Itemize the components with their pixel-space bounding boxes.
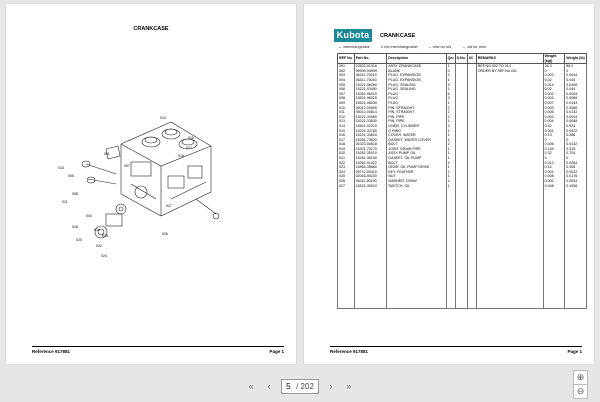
table-cell: ASSY PUMP OIL [387,151,446,156]
table-cell: 005 [338,83,355,88]
table-cell: 0.0066 [565,96,587,101]
table-cell: 1 [446,174,455,179]
table-cell: 3 [446,124,455,129]
table-cell [354,188,387,309]
table-cell: 0.704 [565,151,587,156]
table-cell: 006 [338,87,355,92]
table-cell: 012 [338,115,355,120]
page-footer [32,346,284,354]
table-cell: 15954-35660 [354,165,387,170]
table-cell: 0.006 [543,110,565,115]
legend-item: ≠ not interchangeable, [381,45,419,49]
table-cell: 011 [338,110,355,115]
table-cell [446,188,455,309]
table-cell: 06311-75040 [354,78,387,83]
table-cell: 022 [338,161,355,166]
column-header: REF No [338,54,355,64]
table-cell: 023 [338,165,355,170]
table-cell: 15221-33610 [354,133,387,138]
table-cell [387,188,446,309]
table-cell: 0.924 [565,124,587,129]
callout-label: 005 [68,174,74,178]
table-cell: 3 [446,96,455,101]
table-cell: 3 [446,73,455,78]
table-cell: 002 [338,69,355,74]
table-cell: 06311-75015 [354,73,387,78]
callout-label: 011 [62,200,68,204]
footer-page-number: Page 1 [567,349,582,354]
callout-label: 015 [188,136,194,140]
table-cell: 1 [446,184,455,189]
table-cell: 0.044 [565,78,587,83]
table-cell: 1 [446,179,455,184]
table-cell: 2 [446,115,455,120]
table-cell: 021 [338,156,355,161]
table-cell: 009 [338,101,355,106]
table-cell: 0 [565,138,587,143]
table-cell: COVER, WATER [387,133,446,138]
page-number-input[interactable] [286,382,296,391]
callout-label: 018 [72,225,78,229]
table-cell: 004 [338,78,355,83]
column-header: Q/u [446,54,455,64]
column-header: Weight (kgf) [543,54,565,64]
table-cell: 15221-33960 [354,115,387,120]
table-cell: ORDER BY REF.No.001 [476,69,543,74]
table-cell: 1 [446,156,455,161]
table-cell: 025 [338,174,355,179]
table-cell: 007 [338,92,355,97]
table-cell: 2 [446,142,455,147]
table-cell: BLANK [387,69,446,74]
table-body [338,64,587,309]
table-cell: GASKET, WATER COVER [387,138,446,143]
last-page-button[interactable]: » [346,381,352,391]
table-cell: GEAR, OIL PUMP DRIVE [387,165,446,170]
column-header: S.No. [455,54,467,64]
table-cell: 0.0132 [565,142,587,147]
crankcase-exploded-drawing [76,104,226,244]
table-cell: 0.012 [543,161,565,166]
table-cell: 99999-99999 [354,69,387,74]
table-cell: PLUG [387,92,446,97]
parts-table [337,53,587,309]
table-cell: 027 [338,184,355,189]
table-cell: PIN, STRAIGHT [387,106,446,111]
table-cell: 019 [338,147,355,152]
table-cell [476,188,543,309]
kubota-logo: Kubota [334,29,372,42]
table-cell: 0.0066 [565,106,587,111]
table-cell: 0.001 [543,129,565,134]
previous-page-button[interactable]: ‹ [267,381,271,391]
table-cell: 1 [446,64,455,69]
table-cell: 0.0044 [565,92,587,97]
first-page-button[interactable]: « [248,381,254,391]
callout-label: 013 [58,166,64,170]
callout-label: 004 [86,214,92,218]
table-cell: PLUG, SEALING [387,83,446,88]
table-cell: 3 [446,83,455,88]
legend-item: ↔ interchangeable , [338,45,372,49]
table-cell: 02016-50100 [354,174,387,179]
table-cell: 0.001 [543,170,565,175]
footer-reference: Reference 917881 [32,349,71,354]
callout-label: 020 [76,238,82,242]
column-header: Part No. [354,54,387,64]
table-filler-row [338,188,587,309]
callout-label: 026 [162,232,168,236]
table-cell: BOLT [387,142,446,147]
table-cell: PIN, PIPE [387,119,446,124]
table-cell [338,188,355,309]
callout-label: 014 [160,116,166,120]
table-cell: 0.02 [543,78,565,83]
table-cell: 1 [446,78,455,83]
table-cell [565,188,587,309]
table-cell: 58.2 [565,64,587,69]
table-cell: 05012-00814 [354,110,387,115]
table-cell: 2 [446,106,455,111]
table-cell: 0.0044 [565,73,587,78]
table-cell: 010 [338,106,355,111]
table-cell: 0.13 [543,133,565,138]
callout-label: 008 [72,192,78,196]
table-cell: 0.308 [565,165,587,170]
table-cell: PIN, PIPE [387,115,446,120]
table-cell: 0.002 [543,92,565,97]
table-cell: 0.0022 [565,170,587,175]
table-cell: KEY, FEATHER [387,170,446,175]
table-cell: 15261-73620 [354,138,387,143]
callout-label: 024 [101,254,107,258]
table-cell: 0.002 [543,115,565,120]
column-header: I/C [467,54,476,64]
table-cell: REF.NO.002 TO 014 [476,64,543,69]
zoom-out-icon[interactable]: ⊖ [573,384,588,399]
table-cell: 0.0154 [565,101,587,106]
table-cell: 1 [446,147,455,152]
table-cell: 0 [565,69,587,74]
right-page [304,4,594,364]
table-cell: 0.286 [565,133,587,138]
page-footer [330,346,582,354]
table-cell: 15521-96030 [354,101,387,106]
page-number-box [281,379,319,394]
table-cell: 1 [446,170,455,175]
table-header-row [338,54,587,64]
table-cell: 26.3 [543,64,565,69]
table-cell: 1 [446,101,455,106]
table-cell: LINER, CYLINDER [387,124,446,129]
table-cell: 15521-39010 [354,184,387,189]
table-cell: 013 [338,119,355,124]
table-cell: 015 [338,129,355,134]
table-cell: GASKET, OIL PUMP [387,156,446,161]
table-cell: O RING [387,129,446,134]
callout-label: 007 [124,164,130,168]
table-cell: 0.1056 [565,184,587,189]
table-cell: 024 [338,170,355,175]
interchange-legend [338,45,494,49]
table-cell: 15521-02310 [354,124,387,129]
table-cell: 0.0088 [565,119,587,124]
table-cell: 0.006 [543,142,565,147]
table-cell: 0.145 [543,147,565,152]
table-cell: WASHER, CRAW [387,179,446,184]
total-pages-label: / 202 [296,381,314,391]
pdf-viewer-toolbar [0,370,600,402]
table-cell: SWITCH, OIL [387,184,446,189]
callout-label: 022 [96,244,102,248]
table-cell: PLUG, EXPANSION [387,73,446,78]
table-cell: NUT [387,174,446,179]
table-cell: 1 [446,151,455,156]
table-cell: 05012-00605 [354,106,387,111]
table-cell: 15261-91022 [354,161,387,166]
table-cell: PLUG, SEALING [387,87,446,92]
table-cell: 0.0022 [565,129,587,134]
table-cell: 1 [446,87,455,92]
page-title: CRANKCASE [380,33,416,39]
table-cell: PLUG, EXPANSION [387,78,446,83]
table-cell [543,188,565,309]
table-cell: 003 [338,73,355,78]
table-cell: PIN, STRAIGHT [387,110,446,115]
table-cell: 0.0176 [565,174,587,179]
table-cell: 0.048 [543,184,565,189]
next-page-button[interactable]: › [329,381,333,391]
table-cell: 0.003 [543,96,565,101]
table-cell: 1 [446,133,455,138]
footer-reference: Reference 917881 [330,349,369,354]
table-cell: 0.008 [543,174,565,179]
table-cell: 0.0264 [565,161,587,166]
table-cell: 0.42 [543,124,565,129]
table-cell: 0.0308 [565,83,587,88]
table-cell: 0.003 [543,106,565,111]
table-cell: 014 [338,124,355,129]
table-cell: BOLT [387,161,446,166]
table-cell: 15221-03490 [354,87,387,92]
table-cell [467,188,476,309]
table-cell: 026 [338,179,355,184]
table-cell: 0 [446,69,455,74]
column-header: Description [387,54,446,64]
table-cell: 01023-50618 [354,142,387,147]
callout-label: 016 [178,154,184,158]
table-cell: 0.319 [565,147,587,152]
table-cell: 15221-96260 [354,83,387,88]
table-cell: PLUG [387,96,446,101]
page-title: CRANKCASE [133,26,169,32]
callout-label: 025 [102,234,108,238]
table-cell: 15521-96020 [354,96,387,101]
table-cell: 0.044 [565,87,587,92]
table-cell: 15221-33780 [354,129,387,134]
table-cell: 6 [446,92,455,97]
legend-item: ← old for new [462,45,486,49]
table-cell: 0.002 [543,179,565,184]
table-cell: 0.02 [543,87,565,92]
column-header: REMARKS [476,54,543,64]
table-cell: 1 [446,119,455,124]
table-cell: 0 [543,156,565,161]
callout-label: 001 [104,152,110,156]
legend-item: → new for old , [427,45,454,49]
table-cell: 15261-35010 [354,151,387,156]
column-header: Weight (lb) [565,54,587,64]
table-cell: ASSY CRANKCASE [387,64,446,69]
table-cell: 04011-50100 [354,179,387,184]
left-page [6,4,296,364]
table-cell: 1 [446,129,455,134]
table-cell: 008 [338,96,355,101]
table-cell: 4 [446,161,455,166]
table-cell: 0.007 [543,101,565,106]
table-cell: 0.002 [543,73,565,78]
table-cell: 001 [338,64,355,69]
table-cell: 0.0044 [565,115,587,120]
table-cell: 15321-73170 [354,147,387,152]
table-cell: 2 [446,110,455,115]
table-cell: JOINT, DRAIN PIPE [387,147,446,152]
table-cell: 0.0132 [565,110,587,115]
table-cell: PLUG [387,101,446,106]
table-cell: 0.004 [543,119,565,124]
table-cell: 05712-00410 [354,170,387,175]
table-cell: 15261-96010 [354,92,387,97]
callout-label: 019 [94,228,100,232]
table-cell: 017 [338,138,355,143]
table-cell: 0.14 [543,165,565,170]
callout-label: 017 [186,146,192,150]
table-cell: 0 [543,138,565,143]
table-cell: 016 [338,133,355,138]
table-cell: 020 [338,151,355,156]
table-cell: 0.32 [543,151,565,156]
callout-label: 027 [166,204,172,208]
table-cell: 15221-33830 [354,119,387,124]
table-cell [455,188,467,309]
table-cell: 0.014 [543,83,565,88]
footer-page-number: Page 1 [269,349,284,354]
table-cell: 1 [446,138,455,143]
table-cell: 0 [565,156,587,161]
table-cell: 0.0044 [565,179,587,184]
table-cell: 1 [446,165,455,170]
table-cell: 15261-35150 [354,156,387,161]
table-cell: 15532-01016 [354,64,387,69]
zoom-in-icon[interactable]: ⊕ [573,370,588,385]
table-cell: 018 [338,142,355,147]
table-cell: 0 [543,69,565,74]
